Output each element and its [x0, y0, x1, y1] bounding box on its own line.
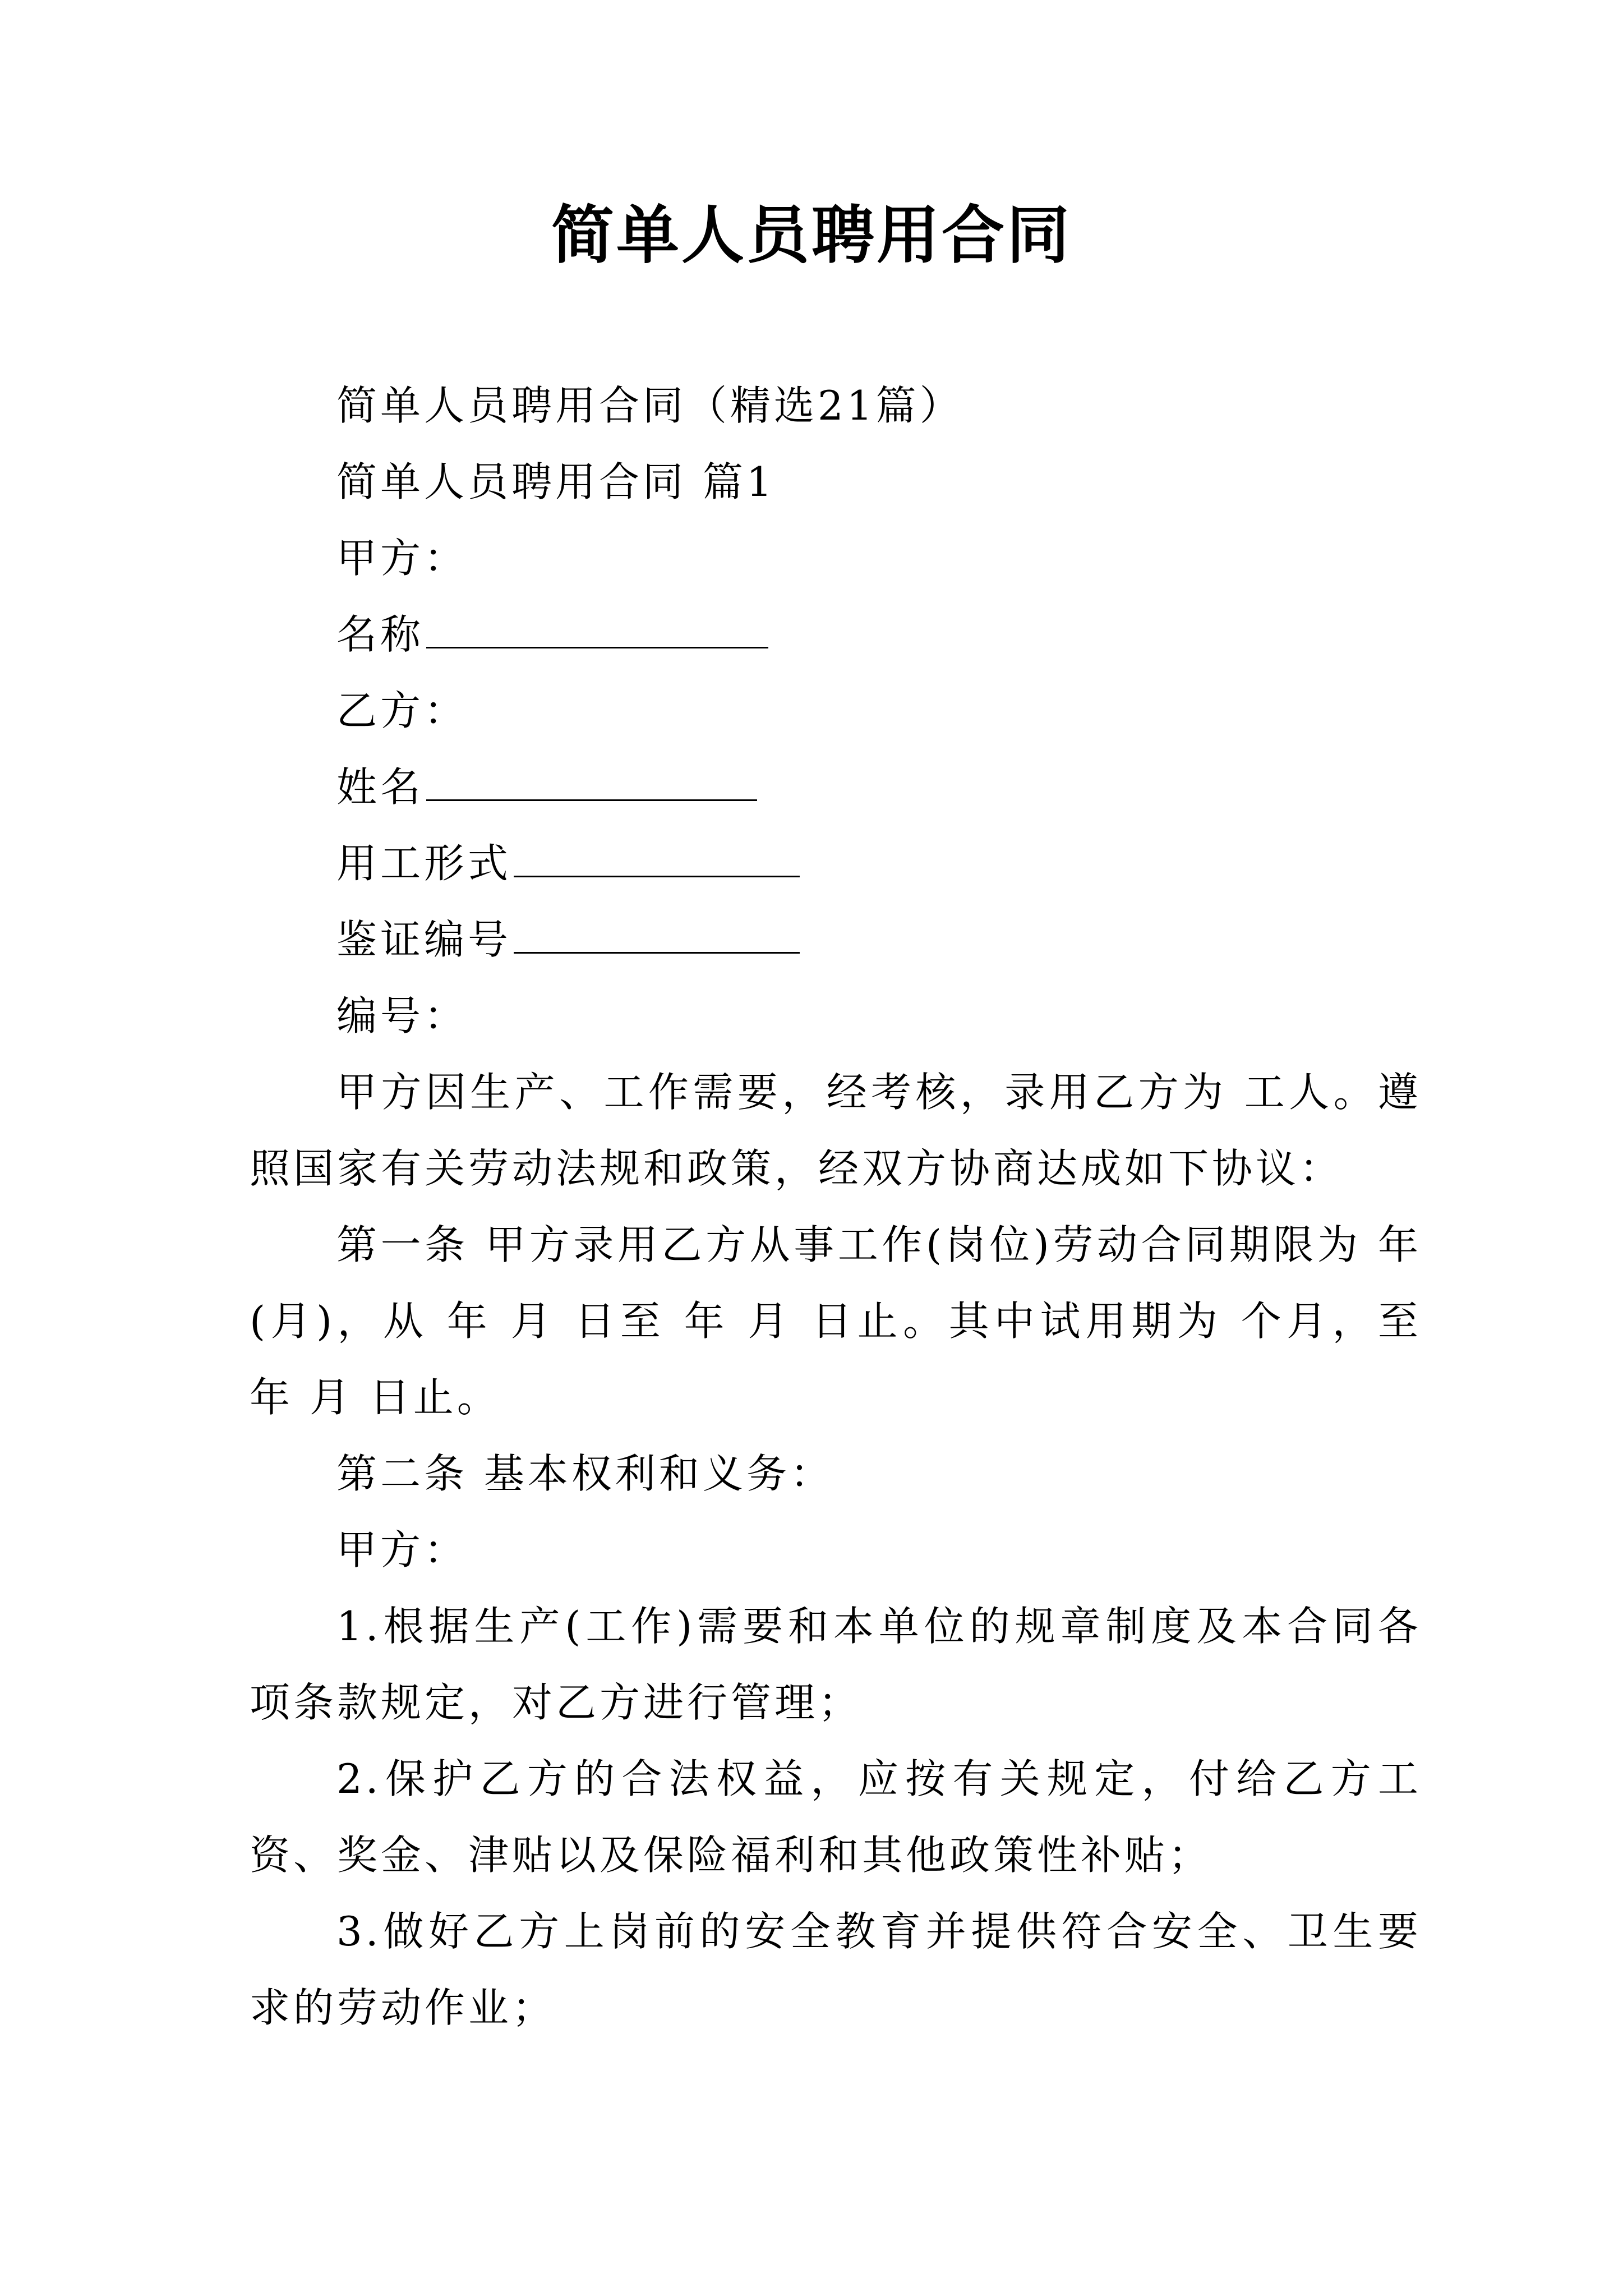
duty-2: 2.保护乙方的合法权益，应按有关规定，付给乙方工资、奖金、津贴以及保险福利和其他政策性补贴； — [250, 1755, 1422, 1879]
party-a-name-blank — [426, 613, 768, 648]
employment-form-label: 用工形式 — [336, 840, 512, 887]
party-a-duties-label: 甲方： — [336, 1526, 468, 1573]
document-subtitle: 简单人员聘用合同（精选21篇） — [336, 382, 963, 429]
employment-form-row — [250, 825, 1422, 901]
intro-paragraph: 甲方因生产、工作需要，经考核，录用乙方为 工人。遵照国家有关劳动法规和政策，经双方协商达成如下协议： — [250, 1069, 1422, 1192]
document-body — [250, 367, 1422, 2046]
party-b-label: 乙方： — [336, 687, 468, 734]
party-a-name-label: 名称 — [336, 611, 425, 658]
party-b-name-row — [250, 749, 1422, 825]
document-title: 简单人员聘用合同 — [551, 199, 1072, 272]
article-2-heading: 第二条 基本权利和义务： — [336, 1450, 834, 1497]
number-label: 编号： — [336, 992, 468, 1039]
party-b-name-blank — [426, 766, 757, 801]
party-a-name-row — [250, 596, 1422, 673]
article-1: 第一条 甲方录用乙方从事工作(岗位)劳动合同期限为 年(月)，从 年 月 日至 年 月 日止。其中试用期为 个月，至 年 月 日止。 — [250, 1221, 1422, 1421]
party-b-name-label: 姓名 — [336, 763, 425, 811]
party-a-label: 甲方： — [336, 535, 468, 582]
section-heading: 简单人员聘用合同 篇1 — [336, 458, 776, 505]
certification-number-row — [250, 901, 1422, 978]
duty-3: 3.做好乙方上岗前的安全教育并提供符合安全、卫生要求的劳动作业； — [250, 1908, 1422, 2031]
duty-1: 1.根据生产(工作)需要和本单位的规章制度及本合同各项条款规定，对乙方进行管理； — [250, 1603, 1422, 1726]
employment-form-blank — [514, 842, 800, 877]
certification-number-label: 鉴证编号 — [336, 916, 512, 963]
certification-number-blank — [514, 918, 800, 954]
